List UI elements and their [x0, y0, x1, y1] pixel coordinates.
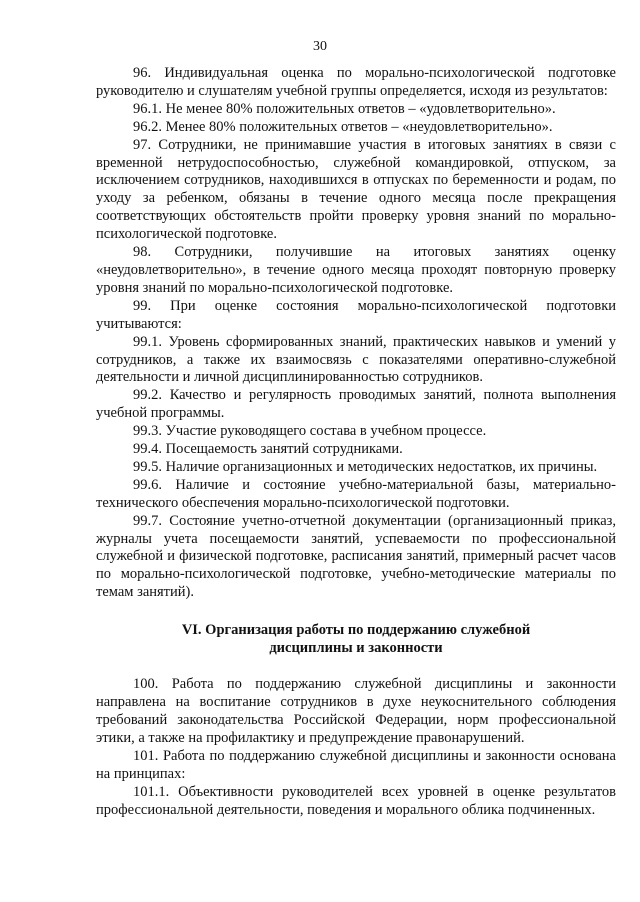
paragraph-98: 98. Сотрудники, получившие на итоговых занятиях оценку «неудовлетворительно», в течение одного месяца проходят повторную проверку уровня знаний по морально-психологической подготовке.	[96, 244, 616, 296]
section-heading-line-2: дисциплины и законности	[269, 640, 443, 657]
paragraph-101-1: 101.1. Объективности руководителей всех уровней в оценке результатов профессиональной деятельности, поведения и морального облика подчиненных.	[96, 783, 616, 818]
paragraph-99-2: 99.2. Качество и регулярность проводимых занятий, полнота выполнения учебной программы.	[96, 387, 616, 422]
paragraph-99-3: 99.3. Участие руководящего состава в учебном процессе.	[133, 423, 487, 440]
paragraph-101: 101. Работа по поддержанию служебной дисциплины и законности основана на принципах:	[96, 747, 616, 782]
paragraph-99: 99. При оценке состояния морально-психологической подготовки учитываются:	[96, 297, 616, 332]
paragraph-96-1: 96.1. Не менее 80% положительных ответов – «удовлетворительно».	[133, 100, 556, 117]
document-body	[96, 65, 616, 819]
section-heading-line-1: VI. Организация работы по поддержанию служебной	[181, 622, 531, 639]
paragraph-97: 97. Сотрудники, не принимавшие участия в итоговых занятиях в связи с временной нетрудоспособностью, служебной командировкой, отпуском, за исключением сотрудников, находившихся в отпусках по беременности и родам, по уходу за ребенком, обязаны в течение одного месяца после прекращения соответствующих обстоятельств пройти проверку уровня знаний по морально-психологической подготовке.	[96, 136, 616, 243]
paragraph-99-7: 99.7. Состояние учетно-отчетной документации (организационный приказ, журналы учета посещаемости занятий, успеваемости по профессиональной служебной и физической подготовке, расписания занятий, примерный расчет часов по морально-психологической подготовке, учебно-методические материалы по темам занятий).	[96, 512, 616, 601]
section-heading	[96, 621, 616, 657]
paragraph-96: 96. Индивидуальная оценка по морально-психологической подготовке руководителю и слушателям учебной группы определяется, исходя из результатов:	[96, 65, 616, 99]
page-number: 30	[313, 39, 327, 54]
paragraph-99-4: 99.4. Посещаемость занятий сотрудниками.	[133, 441, 403, 458]
paragraph-100: 100. Работа по поддержанию служебной дисциплины и законности направлена на воспитание сотрудников в духе неукоснительного соблюдения требований законодательства Российской Федерации, норм профессиональной этики, а также на профилактику и предупреждение правонарушений.	[96, 676, 616, 746]
paragraph-99-6: 99.6. Наличие и состояние учебно-материальной базы, материально-технического обеспечения морально-психологической подготовки.	[96, 476, 616, 511]
paragraph-99-5: 99.5. Наличие организационных и методических недостатков, их причины.	[133, 458, 598, 475]
paragraph-99-1: 99.1. Уровень сформированных знаний, практических навыков и умений у сотрудников, а также их взаимосвязь с показателями оперативно-служебной деятельности и личной дисциплинированностью сотрудников.	[96, 333, 616, 386]
paragraph-96-2: 96.2. Менее 80% положительных ответов – «неудовлетворительно».	[133, 118, 553, 135]
